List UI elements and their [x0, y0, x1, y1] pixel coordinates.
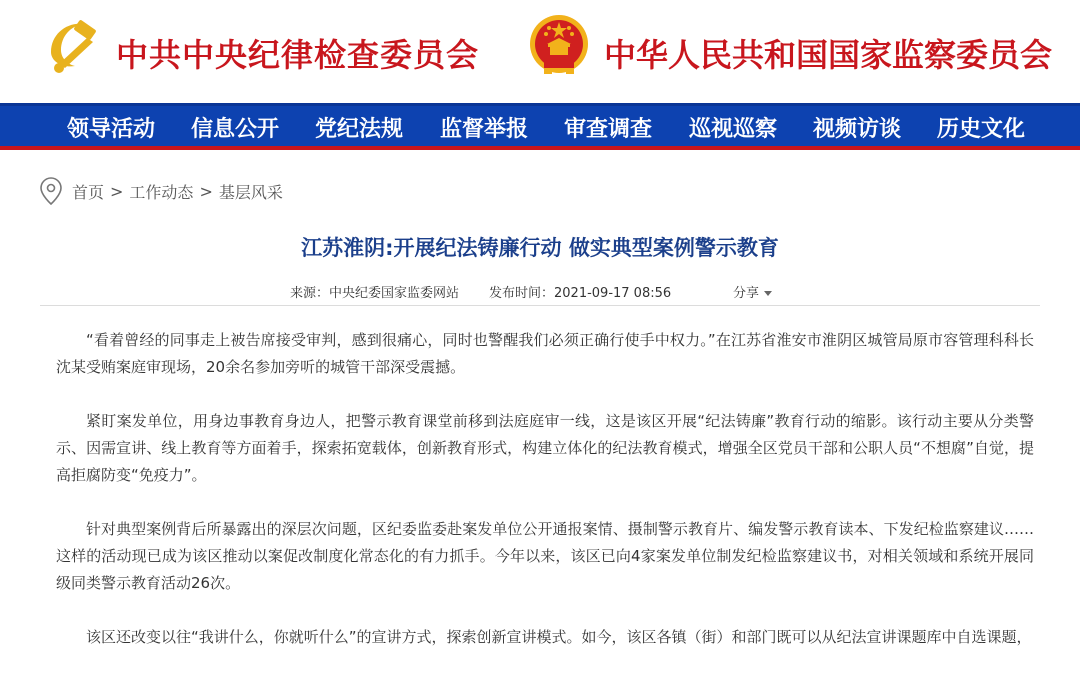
article-source: 来源：中央纪委国家监委网站: [290, 286, 460, 301]
org-name-nsc: 中华人民共和国国家监察委员会: [604, 36, 1053, 74]
nav-item-report[interactable]: 监督举报: [440, 116, 529, 142]
nav-item-leadership[interactable]: 领导活动: [67, 116, 156, 142]
main-nav: [0, 103, 1080, 150]
share-label: 分享: [733, 286, 760, 301]
location-pin-icon: [40, 177, 62, 205]
nav-item-party-regulations[interactable]: 党纪法规: [315, 116, 404, 142]
article-paragraph: “看着曾经的同事走上被告席接受审判，感到很痛心，同时也警醒我们必须正确行使手中权力。”在江苏省淮安市淮阴区城管局原市容管理科科长沈某受贿案庭审现场，20余名参加旁听的城管干部深受震撼。: [56, 331, 1034, 376]
nav-item-info-disclosure[interactable]: 信息公开: [191, 116, 280, 142]
article-paragraph: 该区还改变以往“我讲什么，你就听什么”的宣讲方式，探索创新宣讲模式。如今，该区各镇（街）和部门既可以从纪法宣讲课题库中自选课题，: [86, 628, 1032, 646]
article-paragraph: 紧盯案发单位，用身边事教育身边人，把警示教育课堂前移到法庭庭审一线，这是该区开展“纪法铸廉”教育行动的缩影。该行动主要从分类警示、因需宣讲、线上教育等方面着手，探索拓宽载体，创新教育形式，构建立体化的纪法教育模式，增强全区党员干部和公职人员“不想腐”自觉，提高拒腐防变“免疫力”。: [56, 412, 1034, 484]
breadcrumb-separator: >: [199, 181, 213, 201]
nav-item-inspection[interactable]: 巡视巡察: [689, 116, 778, 142]
national-emblem-icon[interactable]: [528, 12, 590, 78]
nav-item-video[interactable]: 视频访谈: [813, 116, 902, 142]
nav-item-investigation[interactable]: 审查调查: [564, 116, 653, 142]
party-emblem-icon[interactable]: [41, 12, 103, 78]
share-button[interactable]: [733, 282, 772, 301]
article-body: [56, 327, 1034, 678]
org-name-ccdi: 中共中央纪律检查委员会: [116, 36, 480, 74]
breadcrumb: [40, 177, 283, 205]
divider: [40, 305, 1040, 306]
breadcrumb-work-news[interactable]: 工作动态: [129, 182, 194, 202]
breadcrumb-home[interactable]: 首页: [72, 182, 105, 202]
article-paragraph: 针对典型案例背后所暴露出的深层次问题，区纪委监委赴案发单位公开通报案情、摄制警示教育片、编发警示教育读本、下发纪检监察建议……这样的活动现已成为该区推动以案促改制度化常态化的有力抓手。今年以来，该区已向4家案发单位制发纪检监察建议书，对相关领域和系统开展同级同类警示教育活动26次。: [56, 520, 1034, 592]
breadcrumb-separator: >: [110, 181, 124, 201]
breadcrumb-grassroots[interactable]: 基层风采: [218, 182, 283, 202]
chevron-down-icon: [764, 291, 772, 296]
article-title: 江苏淮阴:开展纪法铸廉行动 做实典型案例警示教育: [301, 236, 779, 260]
article-publish-time: 发布时间：2021-09-17 08:56: [489, 286, 672, 301]
nav-item-history[interactable]: 历史文化: [937, 116, 1026, 142]
site-header: [0, 0, 1080, 103]
